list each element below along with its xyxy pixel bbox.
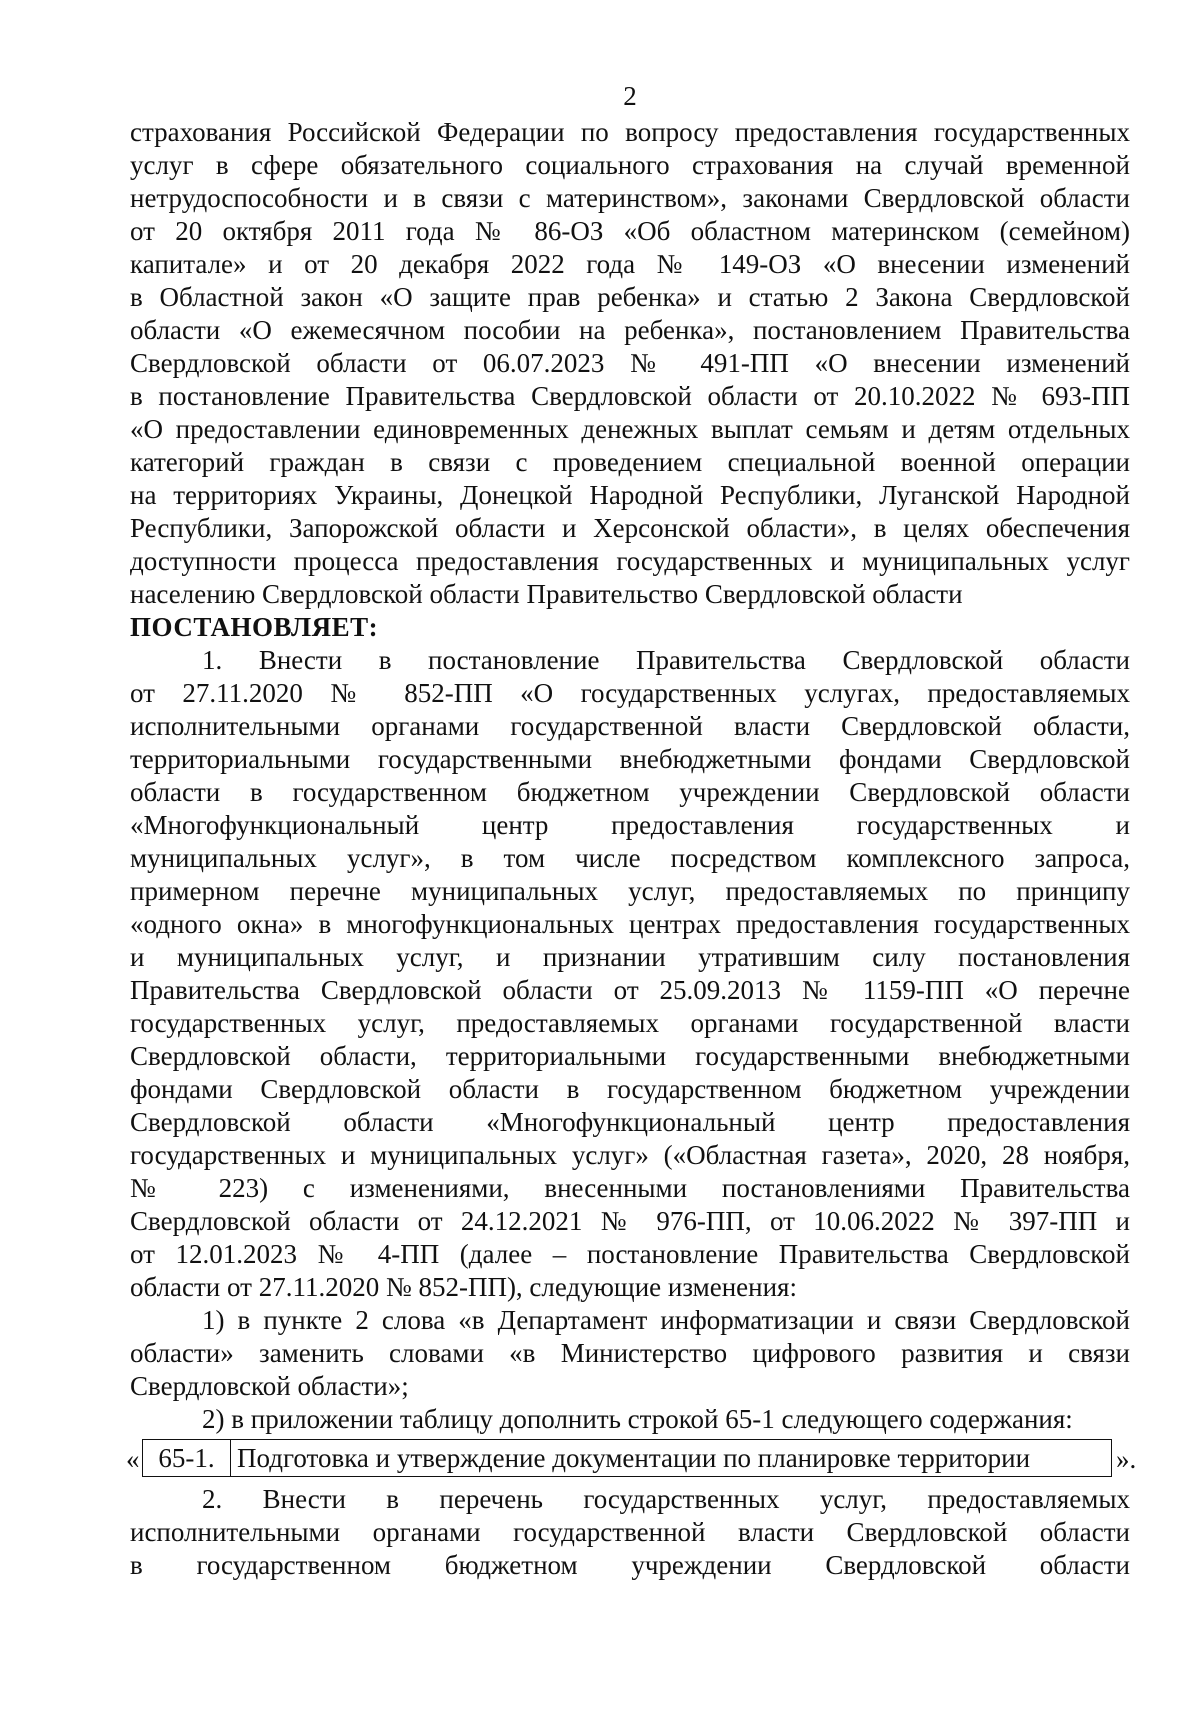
item-1-line: государственных услуг, предоставляемых органами государственной власти (130, 1008, 1130, 1038)
preamble-line: области «О ежемесячном пособии на ребенка», постановлением Правительства (130, 315, 1130, 345)
subitem-1-paragraph (130, 1304, 1130, 1403)
page-number: 2 (623, 81, 637, 111)
item-1-line: «одного окна» в многофункциональных центрах предоставления государственных (130, 909, 1130, 939)
preamble-line: нетрудоспособности и в связи с материнством», законами Свердловской области (130, 183, 1130, 213)
preamble-line: от 20 октября 2011 года № 86-ОЗ «Об областном материнском (семейном) (130, 216, 1130, 246)
subitem-1-line: области» заменить словами «в Министерство цифрового развития и связи (130, 1338, 1130, 1368)
preamble-line: доступности процесса предоставления государственных и муниципальных услуг (130, 546, 1130, 576)
item-1-line: и муниципальных услуг, и признании утратившим силу постановления (130, 942, 1130, 972)
preamble-line: в Областной закон «О защите прав ребенка» и статью 2 Закона Свердловской (130, 282, 1130, 312)
item-1-line: «Многофункциональный центр предоставления государственных и (130, 810, 1130, 840)
open-quote: « (126, 1444, 140, 1474)
table-row (142, 1439, 1112, 1477)
item-1-line: от 27.11.2020 № 852-ПП «О государственных услугах, предоставляемых (130, 678, 1130, 708)
item-1-line: 1. Внести в постановление Правительства Свердловской области (202, 645, 1130, 675)
item-2-line: 2. Внести в перечень государственных услуг, предоставляемых (202, 1484, 1130, 1514)
resolution-heading: ПОСТАНОВЛЯЕТ: (130, 612, 379, 642)
item-1-line: муниципальных услуг», в том числе посредством комплексного запроса, (130, 843, 1130, 873)
preamble-line: населению Свердловской области Правительство Свердловской области (130, 579, 963, 609)
item-1-line: № 223) с изменениями, внесенными постановлениями Правительства (130, 1173, 1130, 1203)
item-1-line: области в государственном бюджетном учреждении Свердловской области (130, 777, 1130, 807)
item-1-line: от 12.01.2023 № 4-ПП (далее – постановление Правительства Свердловской (130, 1239, 1130, 1269)
item-1-line: Свердловской области, территориальными государственными внебюджетными (130, 1041, 1130, 1071)
item-1-line: Свердловской области от 24.12.2021 № 976-ПП, от 10.06.2022 № 397-ПП и (130, 1206, 1130, 1236)
preamble-line: Свердловской области от 06.07.2023 № 491-ПП «О внесении изменений (130, 348, 1130, 378)
preamble-line: «О предоставлении единовременных денежных выплат семьям и детям отдельных (130, 414, 1130, 444)
item-1-line: Правительства Свердловской области от 25.09.2013 № 1159-ПП «О перечне (130, 975, 1130, 1005)
table-row-number: 65-1. (143, 1440, 231, 1476)
preamble-line: категорий граждан в связи с проведением специальной военной операции (130, 447, 1130, 477)
document-page (126, 80, 1137, 1582)
preamble-line: на территориях Украины, Донецкой Народной Республики, Луганской Народной (130, 480, 1130, 510)
item-2-line: в государственном бюджетном учреждении Свердловской области (130, 1550, 1130, 1580)
item-1-line: фондами Свердловской области в государственном бюджетном учреждении (130, 1074, 1130, 1104)
preamble-line: в постановление Правительства Свердловской области от 20.10.2022 № 693-ПП (130, 381, 1130, 411)
preamble-line: Республики, Запорожской области и Херсонской области», в целях обеспечения (130, 513, 1130, 543)
preamble-line: страхования Российской Федерации по вопросу предоставления государственных (130, 117, 1130, 147)
preamble-paragraph (130, 116, 1130, 611)
subitem-1-line: Свердловской области»; (130, 1371, 409, 1401)
preamble-line: услуг в сфере обязательного социального страхования на случай временной (130, 150, 1130, 180)
item-1-line: государственных и муниципальных услуг» («Областная газета», 2020, 28 ноября, (130, 1140, 1130, 1170)
table-row-insert (126, 1439, 1137, 1479)
item-1-line: территориальными государственными внебюджетными фондами Свердловской (130, 744, 1130, 774)
item-1-line: области от 27.11.2020 № 852-ПП), следующие изменения: (130, 1272, 797, 1302)
subitem-1-line: 1) в пункте 2 слова «в Департамент информатизации и связи Свердловской (202, 1305, 1130, 1335)
subitem-2-line: 2) в приложении таблицу дополнить строкой 65-1 следующего содержания: (202, 1404, 1073, 1434)
item-1-line: Свердловской области «Многофункциональный центр предоставления (130, 1107, 1130, 1137)
item-2-paragraph (130, 1483, 1130, 1582)
table-row-text: Подготовка и утверждение документации по планировке территории (237, 1443, 1031, 1473)
subitem-2-paragraph (130, 1403, 1130, 1436)
preamble-line: капитале» и от 20 декабря 2022 года № 149-ОЗ «О внесении изменений (130, 249, 1130, 279)
item-1-line: исполнительными органами государственной власти Свердловской области, (130, 711, 1130, 741)
close-quote: ». (1116, 1444, 1137, 1474)
item-2-line: исполнительными органами государственной власти Свердловской области (130, 1517, 1130, 1547)
item-1-paragraph (130, 644, 1130, 1304)
item-1-line: примерном перечне муниципальных услуг, предоставляемых по принципу (130, 876, 1130, 906)
